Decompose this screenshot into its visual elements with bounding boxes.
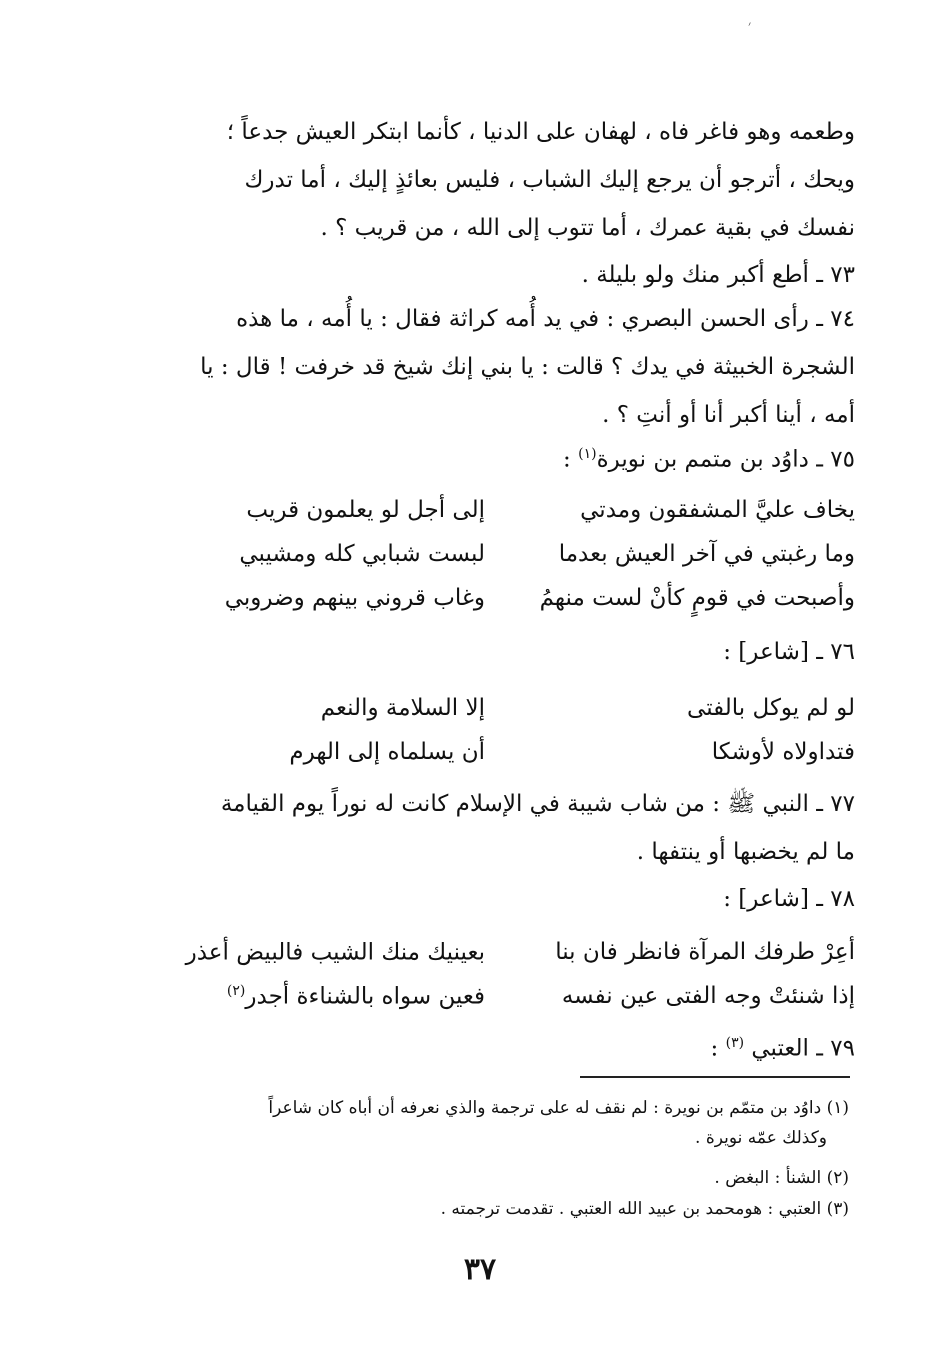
- hemistich-text: بعينيك منك الشيب فالبيض أعذر: [185, 939, 485, 966]
- item-73: [155, 251, 855, 299]
- verse-first-hemistich: أعِرْ طرفك المرآة فانظر فان بنا: [555, 939, 855, 965]
- verse-first-hemistich: فتداولاه لأوشكا: [711, 739, 855, 765]
- poem-verse: [155, 488, 855, 532]
- item-79-text: ٧٩ ـ العتبي: [744, 1035, 855, 1062]
- verse-first-hemistich: إذا شنئتْ وجه الفتى عين نفسه: [561, 983, 855, 1009]
- paragraph-continuation: [155, 108, 855, 252]
- text-line: ويحك ، أترجو أن يرجع إليك الشباب ، فليس بعائذٍ إليك ، أما تدرك: [244, 167, 855, 193]
- text-line: ٧٨ ـ [شاعر] :: [723, 886, 855, 912]
- footnote-3: (٣) العتبي : هومحمد بن عبيد الله العتبي . تقدمت ترجمته .: [440, 1199, 849, 1219]
- verse-second-hemistich: [155, 939, 485, 966]
- item-78-heading: [155, 875, 855, 923]
- item-79-colon: :: [710, 1035, 726, 1062]
- text-line: ٧٧ ـ النبي ﷺ : من شاب شيبة في الإسلام كانت له نوراً يوم القيامة: [220, 791, 855, 817]
- text-line: نفسك في بقية عمرك ، أما تتوب إلى الله ، من قريب ؟ .: [320, 215, 855, 241]
- footnote-line: وكذلك عمّه نويرة .: [695, 1128, 827, 1148]
- footnote-ref-3: (٣): [725, 1035, 745, 1051]
- poem-verse: [155, 930, 855, 974]
- poem-verse: [155, 532, 855, 576]
- item-75-heading: [155, 430, 855, 484]
- verse-second-hemistich: إلا السلامة والنعم: [320, 695, 485, 721]
- item-79-heading: [155, 1019, 855, 1073]
- poem-verse: [155, 730, 855, 774]
- text-line: [155, 1019, 855, 1073]
- poem-verse: [155, 686, 855, 730]
- text-line: ٧٣ ـ أطع أكبر منك ولو بليلة .: [581, 262, 855, 288]
- verse-second-hemistich: لبست شبابي كله ومشيبي: [239, 541, 485, 567]
- poem-78: [155, 930, 855, 1018]
- item-77: [155, 780, 855, 876]
- text-line: أمه ، أينا أكبر أنا أو أنتِ ؟ .: [602, 402, 855, 428]
- footnote-line: (١) داوُد بن متمّم بن نويرة : لم نقف له على ترجمة والذي نعرفه أن أباه كان شاعراً: [268, 1098, 849, 1118]
- verse-first-hemistich: وأصبحت في قومٍ كأنْ لست منهمُ: [539, 585, 855, 611]
- text-line: الشجرة الخبيثة في يدك ؟ قالت : يا بني إنك شيخ قد خرفت ! قال : يا: [200, 354, 855, 380]
- verse-second-hemistich: أن يسلماه إلى الهرم: [289, 739, 485, 765]
- text-line: ٧٤ ـ رأى الحسن البصري : في يد أُمه كراثة فقال : يا أُمه ، ما هذه: [236, 306, 855, 332]
- item-75-text: ٧٥ ـ داوُد بن متمم بن نويرة: [596, 446, 855, 473]
- text-line: [155, 430, 855, 484]
- footnote-divider: [580, 1076, 850, 1078]
- item-75-colon: :: [563, 446, 579, 473]
- item-74: [155, 295, 855, 439]
- hemistich-text: فعين سواه بالشناءة أجدر: [245, 983, 485, 1010]
- footnote-2: (٢) الشنأ : البغض .: [714, 1168, 849, 1188]
- text-line: ما لم يخضبها أو ينتفها .: [636, 839, 855, 865]
- footnote-ref-2: (٢): [226, 982, 246, 999]
- verse-first-hemistich: وما رغبتي في آخر العيش بعدما: [558, 541, 855, 567]
- poem-verse: [155, 576, 855, 620]
- verse-first-hemistich: يخاف عليَّ المشفقون ومدتي: [580, 497, 855, 523]
- verse-second-hemistich: [155, 983, 485, 1010]
- poem-verse: [155, 974, 855, 1018]
- poem-daud: [155, 488, 855, 620]
- footnote-ref-1: (١): [578, 446, 597, 462]
- poem-76: [155, 686, 855, 774]
- footnote-1: [149, 1093, 849, 1153]
- text-line: ٧٦ ـ [شاعر] :: [723, 639, 855, 665]
- verse-first-hemistich: لو لم يوكل بالفتى: [687, 695, 855, 721]
- page-number: ٣٧: [463, 1252, 497, 1287]
- verse-second-hemistich: إلى أجل لو يعلمون قريب: [246, 497, 485, 523]
- item-76-heading: [155, 628, 855, 676]
- text-line: وطعمه وهو فاغر فاه ، لهفان على الدنيا ، كأنما ابتكر العيش جدعاً ؛: [226, 119, 855, 145]
- scan-mark: ׳: [748, 18, 752, 34]
- verse-second-hemistich: وغاب قروني بينهم وضروبي: [224, 585, 485, 611]
